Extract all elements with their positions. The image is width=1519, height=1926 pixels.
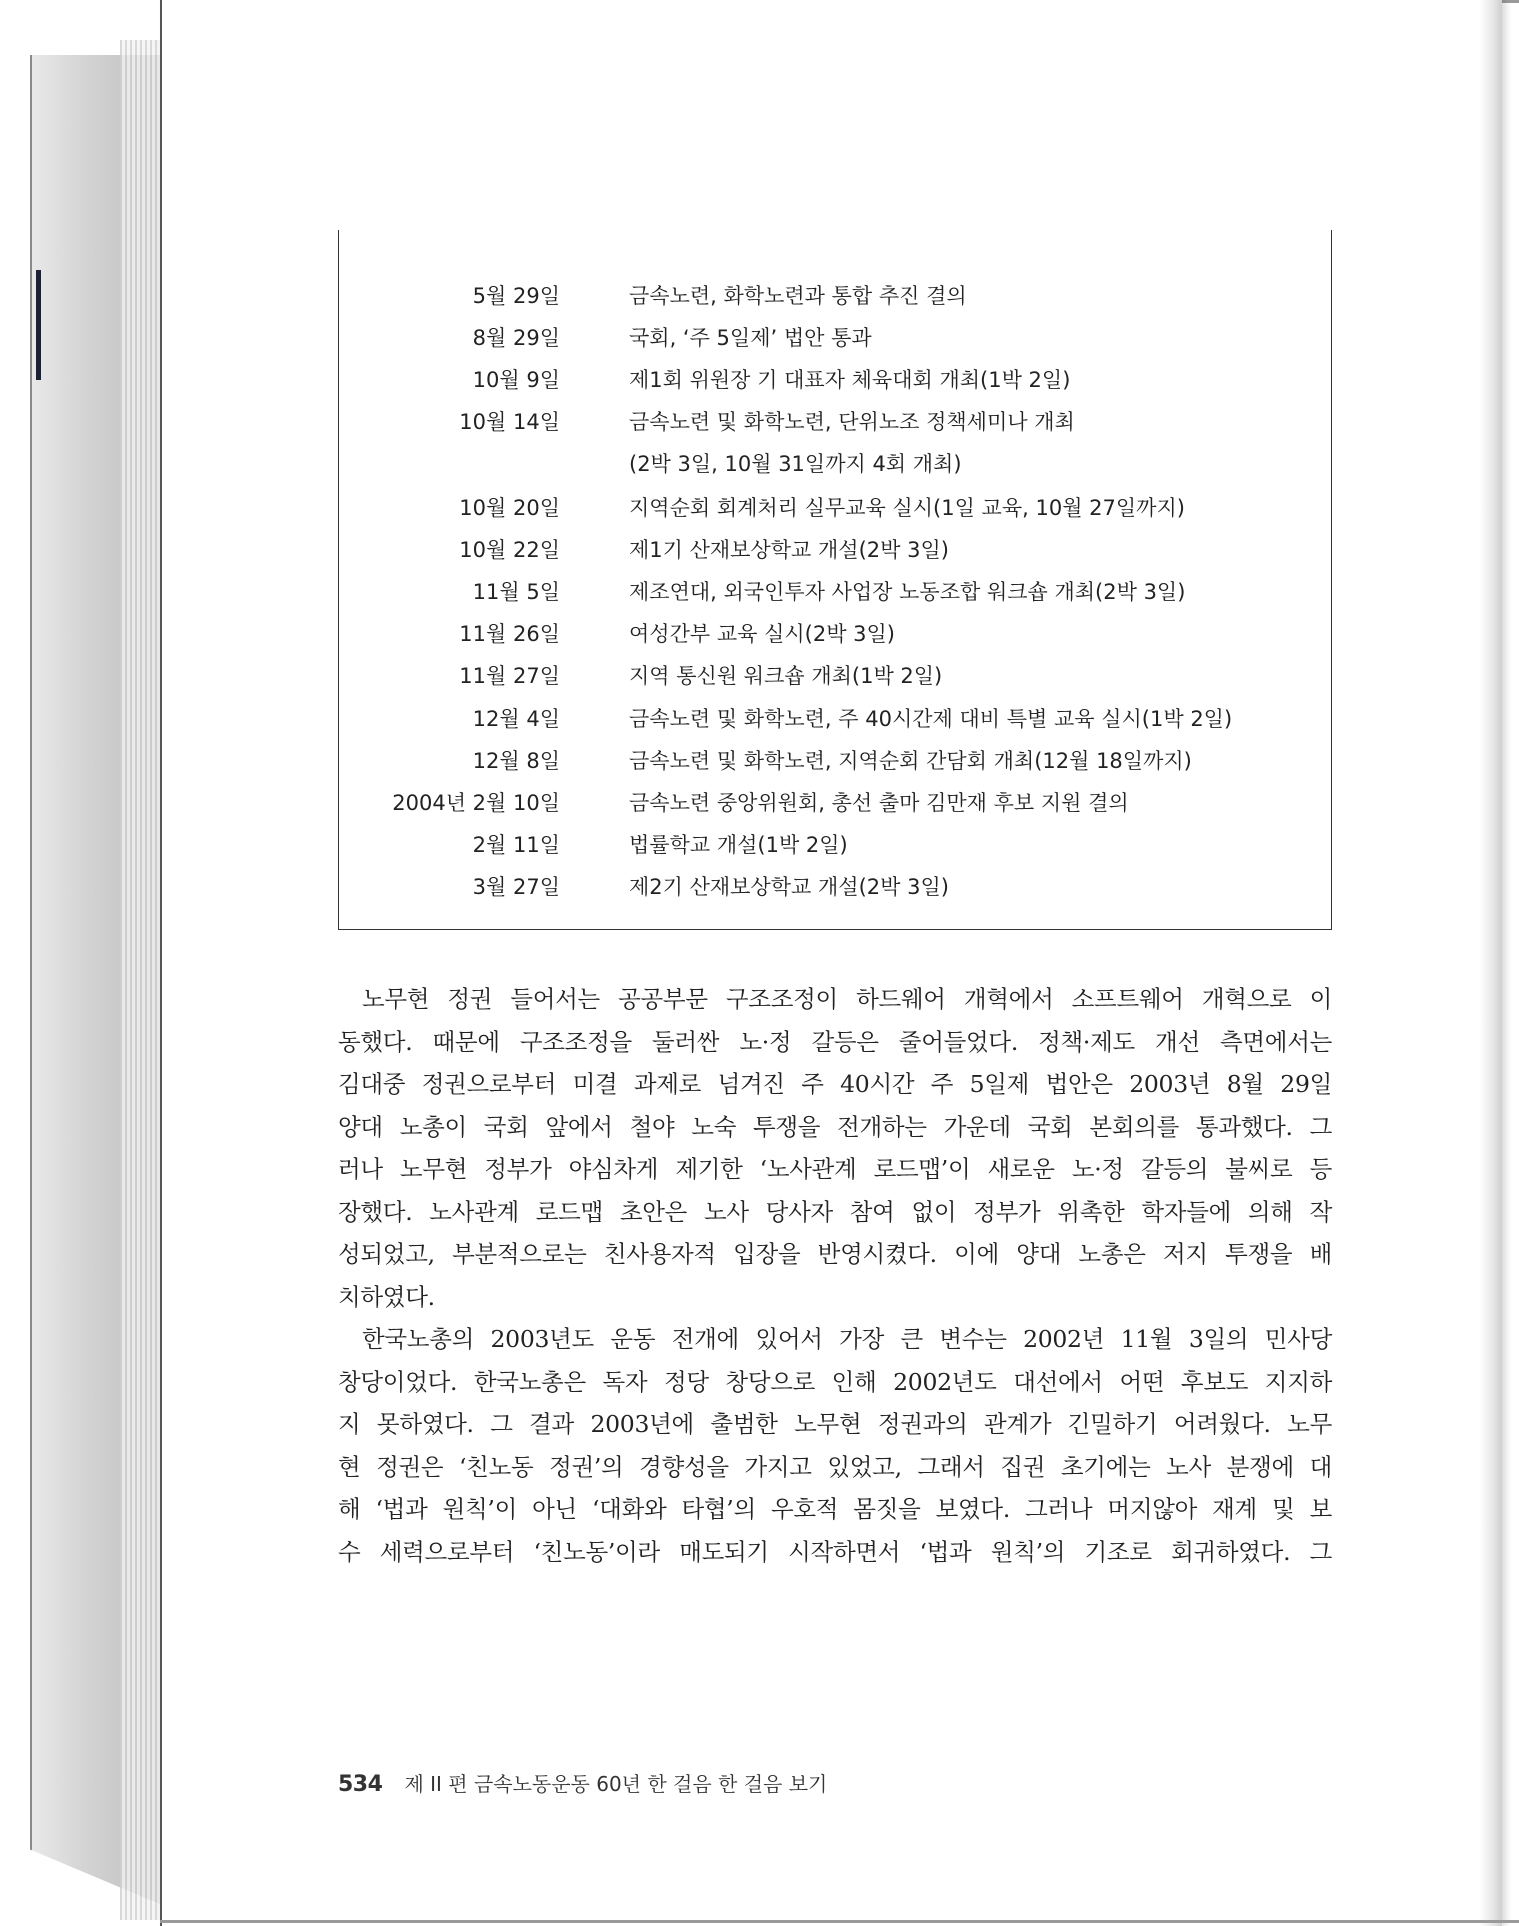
chronology-event: 금속노련, 화학노련과 통합 추진 결의	[629, 284, 967, 308]
chronology-row	[339, 406, 1331, 440]
chronology-row	[339, 618, 1331, 652]
paragraph	[338, 978, 1332, 1318]
chronology-row	[339, 871, 1331, 905]
chronology-row	[339, 364, 1331, 398]
section-title: 제 II 편 금속노동운동 60년 한 걸음 한 걸음 보기	[404, 1772, 828, 1796]
chronology-date: 10월 9일	[472, 368, 560, 392]
chronology-event: 국회, ‘주 5일제’ 법안 통과	[629, 326, 872, 350]
chronology-date: 11월 26일	[459, 622, 560, 646]
chronology-date: 3월 27일	[472, 875, 560, 899]
spine-ribbon-mark	[36, 270, 41, 380]
chronology-event: 금속노련 및 화학노련, 지역순회 간담회 개최(12월 18일까지)	[629, 749, 1192, 773]
chronology-row	[339, 787, 1331, 821]
chronology-date: 10월 22일	[459, 538, 560, 562]
paragraph-line: 성되었고, 부분적으로는 친사용자적 입장을 반영시켰다. 이에 양대 노총은 저지 투쟁을 배	[338, 1240, 1332, 1268]
chronology-event: 지역순회 회계처리 실무교육 실시(1일 교육, 10월 27일까지)	[629, 496, 1185, 520]
paragraph-line: 러나 노무현 정부가 야심차게 제기한 ‘노사관계 로드맵’이 새로운 노·정 갈등의 불씨로 등	[338, 1155, 1332, 1183]
paragraph-line: 창당이었다. 한국노총은 독자 정당 창당으로 인해 2002년도 대선에서 어떤 후보도 지지하	[338, 1367, 1332, 1396]
chronology-date: 8월 29일	[472, 326, 560, 350]
paragraph-line: 장했다. 노사관계 로드맵 초안은 노사 당사자 참여 없이 정부가 위촉한 학자들에 의해 작	[338, 1197, 1332, 1226]
paragraph-line: 양대 노총이 국회 앞에서 철야 노숙 투쟁을 전개하는 가운데 국회 본회의를 통과했다. 그	[338, 1112, 1332, 1141]
chronology-event: 제2기 산재보상학교 개설(2박 3일)	[629, 875, 949, 899]
chronology-event: 금속노련 및 화학노련, 주 40시간제 대비 특별 교육 실시(1박 2일)	[629, 707, 1233, 731]
chronology-row	[339, 660, 1331, 694]
chronology-date: 2004년 2월 10일	[392, 791, 560, 815]
page-bottom-border	[160, 1920, 1519, 1923]
chronology-date: 12월 8일	[472, 749, 560, 773]
page-stack-edge	[120, 40, 160, 1920]
paragraph-line: 동했다. 때문에 구조조정을 둘러싼 노·정 갈등은 줄어들었다. 정책·제도 개선 측면에서는	[338, 1027, 1332, 1056]
chronology-event: 제조연대, 외국인투자 사업장 노동조합 워크숍 개최(2박 3일)	[629, 580, 1186, 604]
chronology-row	[339, 322, 1331, 356]
chronology-event: 제1회 위원장 기 대표자 체육대회 개최(1박 2일)	[629, 368, 1071, 392]
chronology-date: 10월 20일	[459, 496, 560, 520]
chronology-row	[339, 703, 1331, 737]
chronology-date: 2월 11일	[472, 833, 560, 857]
chronology-row	[339, 829, 1331, 863]
body-text	[338, 978, 1332, 1573]
paragraph-line: 지 못하였다. 그 결과 2003년에 출범한 노무현 정권과의 관계가 긴밀하기 어려웠다. 노무	[338, 1410, 1332, 1438]
chronology-date: 10월 14일	[459, 410, 560, 434]
page-footer	[338, 1768, 827, 1797]
page-right-edge-shadow	[1480, 0, 1502, 1926]
chronology-date: 12월 4일	[472, 707, 560, 731]
chronology-event: 지역 통신원 워크숍 개최(1박 2일)	[629, 664, 943, 688]
paragraph-line: 한국노총의 2003년도 운동 전개에 있어서 가장 큰 변수는 2002년 11월 3일의 민사당	[362, 1325, 1332, 1353]
chronology-row	[339, 492, 1331, 526]
paragraph-line: 현 정권은 ‘친노동 정권’의 경향성을 가지고 있었고, 그래서 집권 초기에는 노사 분쟁에 대	[338, 1452, 1332, 1481]
paragraph-line: 치하였다.	[338, 1282, 435, 1311]
chronology-box	[338, 230, 1332, 930]
chronology-row	[339, 448, 1331, 482]
paragraph-line: 김대중 정권으로부터 미결 과제로 넘겨진 주 40시간 주 5일제 법안은 2003년 8월 29일	[338, 1070, 1332, 1098]
chronology-event: (2박 3일, 10월 31일까지 4회 개최)	[629, 452, 962, 476]
paragraph-line: 노무현 정권 들어서는 공공부문 구조조정이 하드웨어 개혁에서 소프트웨어 개혁으로 이	[362, 985, 1332, 1013]
chronology-event: 법률학교 개설(1박 2일)	[629, 833, 848, 857]
paragraph-line: 수 세력으로부터 ‘친노동’이라 매도되기 시작하면서 ‘법과 원칙’의 기조로 회귀하였다. 그	[338, 1537, 1332, 1566]
chronology-date: 5월 29일	[472, 284, 560, 308]
chronology-event: 제1기 산재보상학교 개설(2박 3일)	[629, 538, 949, 562]
chronology-date: 11월 27일	[459, 664, 560, 688]
chronology-row	[339, 576, 1331, 610]
chronology-row	[339, 280, 1331, 314]
paragraph	[338, 1318, 1332, 1573]
chronology-row	[339, 745, 1331, 779]
chronology-event: 금속노련 중앙위원회, 총선 출마 김만재 후보 지원 결의	[629, 791, 1129, 815]
chronology-row	[339, 534, 1331, 568]
paragraph-line: 해 ‘법과 원칙’이 아닌 ‘대화와 타협’의 우호적 몸짓을 보였다. 그러나 머지않아 재계 및 보	[338, 1495, 1332, 1523]
chronology-date: 11월 5일	[472, 580, 560, 604]
chronology-event: 여성간부 교육 실시(2박 3일)	[629, 622, 895, 646]
chronology-event: 금속노련 및 화학노련, 단위노조 정책세미나 개최	[629, 410, 1075, 434]
page-number: 534	[338, 1772, 383, 1797]
